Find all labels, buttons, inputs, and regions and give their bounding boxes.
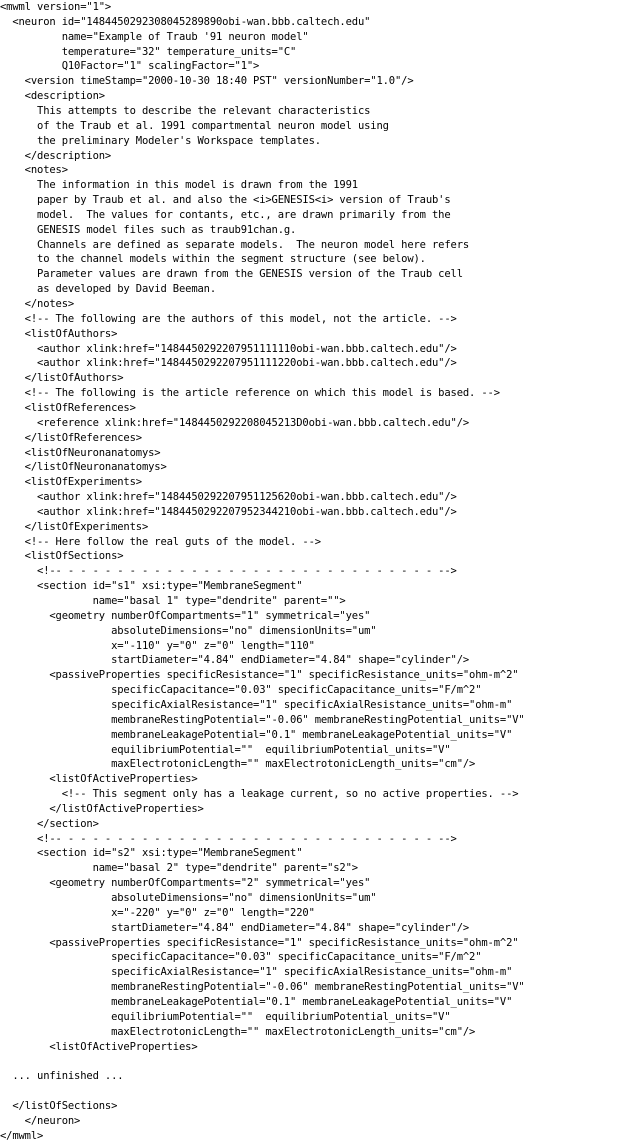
code-line: </listOfNeuronanatomys> bbox=[0, 461, 167, 474]
code-line: <geometry numberOfCompartments="1" symmetrical="yes" bbox=[0, 609, 371, 622]
code-line: <passiveProperties specificResistance="1" specificResistance_units="ohm-m^2" bbox=[0, 936, 519, 949]
code-line: of the Traub et al. 1991 compartmental neuron model using bbox=[0, 119, 389, 132]
code-line: maxElectrotonicLength="" maxElectrotonicLength_units="cm"/> bbox=[0, 758, 476, 771]
code-line: </mwml> bbox=[0, 1129, 44, 1142]
code-line: <notes> bbox=[0, 164, 68, 177]
code-line: specificAxialResistance="1" specificAxialResistance_units="ohm-m" bbox=[0, 698, 513, 711]
code-line: <listOfAuthors> bbox=[0, 327, 118, 340]
code-line: </notes> bbox=[0, 298, 75, 310]
code-line: </description> bbox=[0, 149, 112, 162]
code-line: <!-- - - - - - - - - - - - - - - - - - - - - - - - - - - - - - - --> bbox=[0, 565, 457, 578]
code-line: </neuron> bbox=[0, 1114, 81, 1127]
code-line: the preliminary Modeler's Workspace templates. bbox=[0, 134, 321, 147]
code-line: The information in this model is drawn from the 1991 bbox=[0, 179, 358, 192]
code-line: to the channel models within the segment structure (see below). bbox=[0, 253, 426, 266]
code-line: <section id="s1" xsi:type="MembraneSegment" bbox=[0, 580, 303, 593]
code-line: <neuron id="1484450292308045289890obi-wan.bbb.caltech.edu" bbox=[0, 15, 371, 28]
code-line: </listOfExperiments> bbox=[0, 520, 149, 533]
code-line: <!-- - - - - - - - - - - - - - - - - - - - - - - - - - - - - - - --> bbox=[0, 832, 457, 845]
code-line: name="basal 1" type="dendrite" parent=""> bbox=[0, 595, 346, 607]
code-line: Q10Factor="1" scalingFactor="1"> bbox=[0, 60, 260, 73]
code-line: name="Example of Traub '91 neuron model" bbox=[0, 30, 309, 43]
code-line: <listOfActiveProperties> bbox=[0, 1040, 198, 1053]
code-line: paper by Traub et al. and also the <i>GENESIS<i> version of Traub's bbox=[0, 194, 451, 207]
code-line: <listOfExperiments> bbox=[0, 476, 142, 489]
code-line: startDiameter="4.84" endDiameter="4.84" shape="cylinder"/> bbox=[0, 654, 470, 667]
code-line: equilibriumPotential="" equilibriumPotential_units="V" bbox=[0, 1010, 451, 1023]
code-line: Channels are defined as separate models. The neuron model here refers bbox=[0, 238, 470, 251]
code-line: membraneLeakagePotential="0.1" membraneLeakagePotential_units="V" bbox=[0, 995, 513, 1008]
code-line: as developed by David Beeman. bbox=[0, 283, 217, 296]
code-line: <author xlink:href="1484450292207951111110obi-wan.bbb.caltech.edu"/> bbox=[0, 342, 457, 355]
code-line: membraneLeakagePotential="0.1" membraneLeakagePotential_units="V" bbox=[0, 728, 513, 741]
code-line: x="-220" y="0" z="0" length="220" bbox=[0, 906, 315, 919]
code-line: absoluteDimensions="no" dimensionUnits="um" bbox=[0, 624, 377, 637]
code-line: </section> bbox=[0, 817, 99, 830]
code-line: specificCapacitance="0.03" specificCapacitance_units="F/m^2" bbox=[0, 951, 482, 964]
code-line: GENESIS model files such as traub91chan.g. bbox=[0, 223, 297, 236]
code-line: <author xlink:href="1484450292207951111220obi-wan.bbb.caltech.edu"/> bbox=[0, 357, 457, 370]
code-line: <author xlink:href="1484450292207951125620obi-wan.bbb.caltech.edu"/> bbox=[0, 491, 457, 504]
code-line: </listOfAuthors> bbox=[0, 372, 124, 385]
code-line: model. The values for contants, etc., are drawn primarily from the bbox=[0, 208, 451, 221]
code-line: maxElectrotonicLength="" maxElectrotonicLength_units="cm"/> bbox=[0, 1025, 476, 1038]
code-line: membraneRestingPotential="-0.06" membraneRestingPotential_units="V" bbox=[0, 713, 525, 726]
code-line: <listOfSections> bbox=[0, 550, 124, 563]
code-line: temperature="32" temperature_units="C" bbox=[0, 45, 297, 58]
code-line: <listOfReferences> bbox=[0, 401, 136, 414]
code-line: membraneRestingPotential="-0.06" membraneRestingPotential_units="V" bbox=[0, 981, 525, 994]
code-line: </listOfReferences> bbox=[0, 431, 142, 444]
code-line: </listOfSections> bbox=[0, 1099, 118, 1112]
code-line: name="basal 2" type="dendrite" parent="s2"> bbox=[0, 862, 358, 875]
code-line: <!-- Here follow the real guts of the model. --> bbox=[0, 535, 321, 548]
code-line: Parameter values are drawn from the GENESIS version of the Traub cell bbox=[0, 268, 463, 281]
code-line: specificCapacitance="0.03" specificCapacitance_units="F/m^2" bbox=[0, 684, 482, 697]
code-line: <!-- The following are the authors of this model, not the article. --> bbox=[0, 312, 457, 325]
code-line: startDiameter="4.84" endDiameter="4.84" shape="cylinder"/> bbox=[0, 921, 470, 934]
code-line: <!-- This segment only has a leakage current, so no active properties. --> bbox=[0, 788, 519, 801]
code-line: </listOfActiveProperties> bbox=[0, 802, 204, 815]
code-line: <passiveProperties specificResistance="1" specificResistance_units="ohm-m^2" bbox=[0, 669, 519, 682]
code-line: ... unfinished ... bbox=[0, 1070, 124, 1083]
code-line: equilibriumPotential="" equilibriumPotential_units="V" bbox=[0, 743, 451, 756]
code-line: specificAxialResistance="1" specificAxialResistance_units="ohm-m" bbox=[0, 966, 513, 979]
code-line: <mwml version="1"> bbox=[0, 1, 112, 13]
code-line: <geometry numberOfCompartments="2" symmetrical="yes" bbox=[0, 877, 371, 890]
code-line: x="-110" y="0" z="0" length="110" bbox=[0, 639, 315, 652]
code-line: <section id="s2" xsi:type="MembraneSegment" bbox=[0, 847, 303, 860]
code-line: absoluteDimensions="no" dimensionUnits="um" bbox=[0, 892, 377, 904]
code-line: This attempts to describe the relevant characteristics bbox=[0, 104, 371, 117]
code-line: <!-- The following is the article reference on which this model is based. --> bbox=[0, 387, 500, 400]
code-line: <listOfActiveProperties> bbox=[0, 773, 198, 786]
code-line: <version timeStamp="2000-10-30 18:40 PST" versionNumber="1.0"/> bbox=[0, 75, 414, 88]
code-line: <author xlink:href="1484450292207952344210obi-wan.bbb.caltech.edu"/> bbox=[0, 505, 457, 518]
code-line: <description> bbox=[0, 90, 105, 103]
code-line: <listOfNeuronanatomys> bbox=[0, 446, 161, 459]
code-line: <reference xlink:href="1484450292208045213D0obi-wan.bbb.caltech.edu"/> bbox=[0, 416, 470, 429]
